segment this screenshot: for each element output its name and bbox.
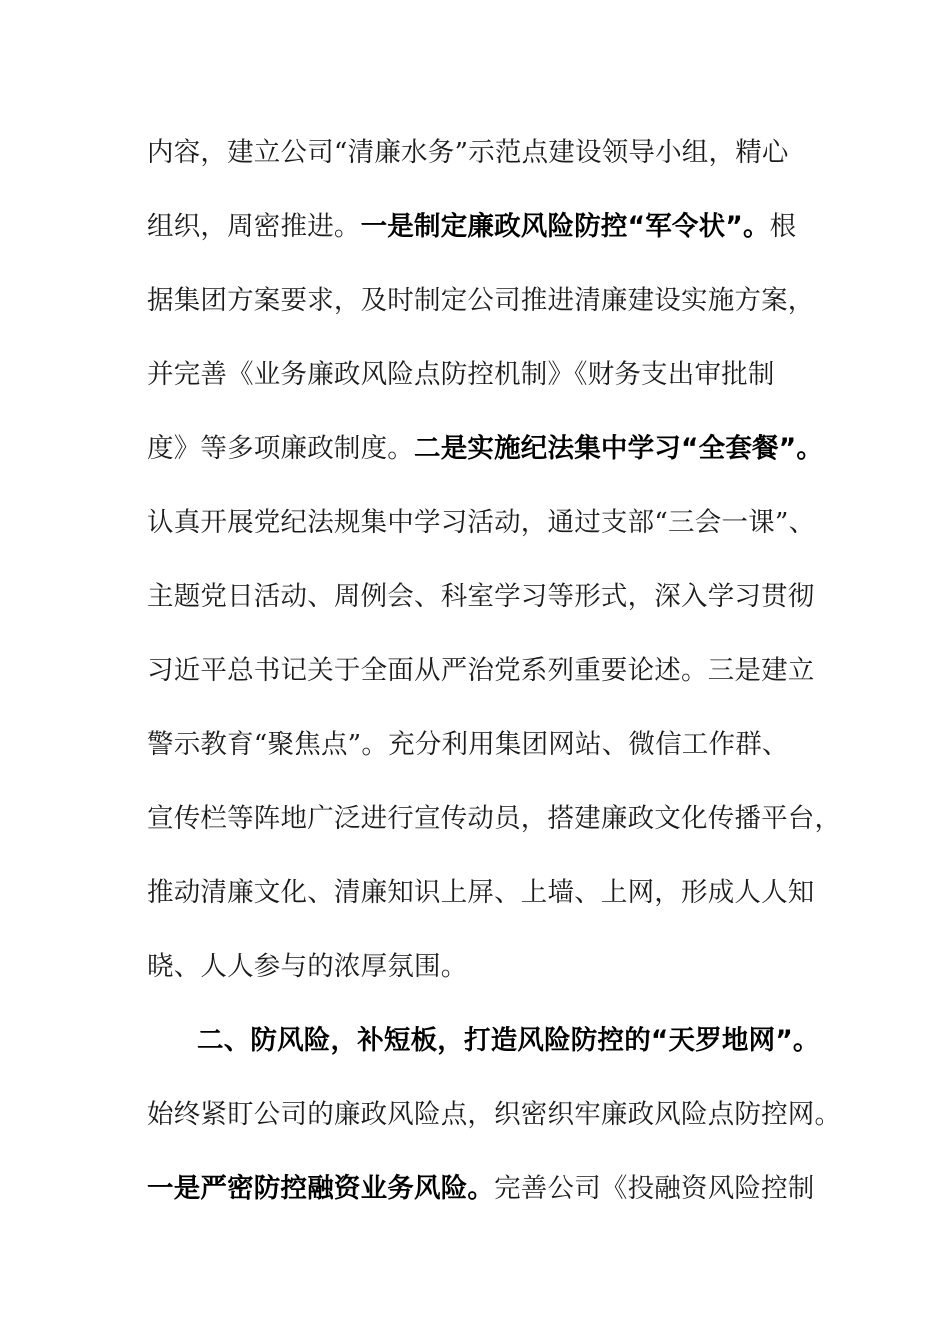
text-segment: 警示教育“聚焦点”。充分利用集团网站、微信工作群、 bbox=[147, 729, 789, 760]
paragraph-line-9 bbox=[147, 729, 789, 761]
paragraph-line-5 bbox=[147, 433, 823, 465]
text-segment: 习近平总书记关于全面从严治党系列重要论述。三是建立 bbox=[147, 655, 815, 686]
bold-heading-segment: 一是严密防控融资业务风险。 bbox=[147, 1173, 495, 1204]
bold-heading-segment: 二是实施纪法集中学习“全套餐”。 bbox=[414, 433, 824, 464]
paragraph-line-12 bbox=[147, 951, 467, 983]
paragraph-line-14 bbox=[147, 1173, 815, 1205]
paragraph-line-7 bbox=[147, 581, 815, 613]
section-heading bbox=[197, 1025, 820, 1057]
text-segment: 度》等多项廉政制度。 bbox=[147, 433, 414, 464]
text-segment: 根 bbox=[769, 211, 797, 242]
text-segment: 内容，建立公司“清廉水务”示范点建设领导小组，精心 bbox=[147, 137, 789, 168]
paragraph-line-8 bbox=[147, 655, 815, 687]
text-segment: 认真开展党纪法规集中学习活动，通过支部“三会一课”、 bbox=[147, 507, 816, 538]
paragraph-line-6 bbox=[147, 507, 815, 539]
text-segment: 推动清廉文化、清廉知识上屏、上墙、上网，形成人人知 bbox=[147, 877, 815, 908]
text-segment: 主题党日活动、周例会、科室学习等形式，深入学习贯彻 bbox=[147, 581, 815, 612]
paragraph-line-1 bbox=[147, 137, 789, 169]
text-segment: 晓、人人参与的浓厚氛围。 bbox=[147, 951, 468, 982]
paragraph-line-10 bbox=[147, 803, 841, 835]
text-segment: 完善公司《投融资风险控制 bbox=[494, 1173, 815, 1204]
text-segment: 始终紧盯公司的廉政风险点，织密织牢廉政风险点防控网。 bbox=[147, 1099, 842, 1130]
paragraph-line-2 bbox=[147, 211, 796, 243]
paragraph-line-4 bbox=[147, 359, 775, 391]
text-segment: 并完善《业务廉政风险点防控机制》《财务支出审批制 bbox=[147, 359, 775, 390]
text-segment: 宣传栏等阵地广泛进行宣传动员，搭建廉政文化传播平台， bbox=[147, 803, 842, 834]
bold-heading-segment: 一是制定廉政风险防控“军令状”。 bbox=[360, 211, 770, 242]
paragraph-line-11 bbox=[147, 877, 815, 909]
section-heading-text: 二、防风险，补短板，打造风险防控的“天罗地网”。 bbox=[197, 1025, 820, 1056]
text-segment: 据集团方案要求，及时制定公司推进清廉建设实施方案， bbox=[147, 285, 815, 316]
paragraph-line-13 bbox=[147, 1099, 841, 1131]
text-segment: 组织，周密推进。 bbox=[147, 211, 361, 242]
paragraph-line-3 bbox=[147, 285, 815, 317]
